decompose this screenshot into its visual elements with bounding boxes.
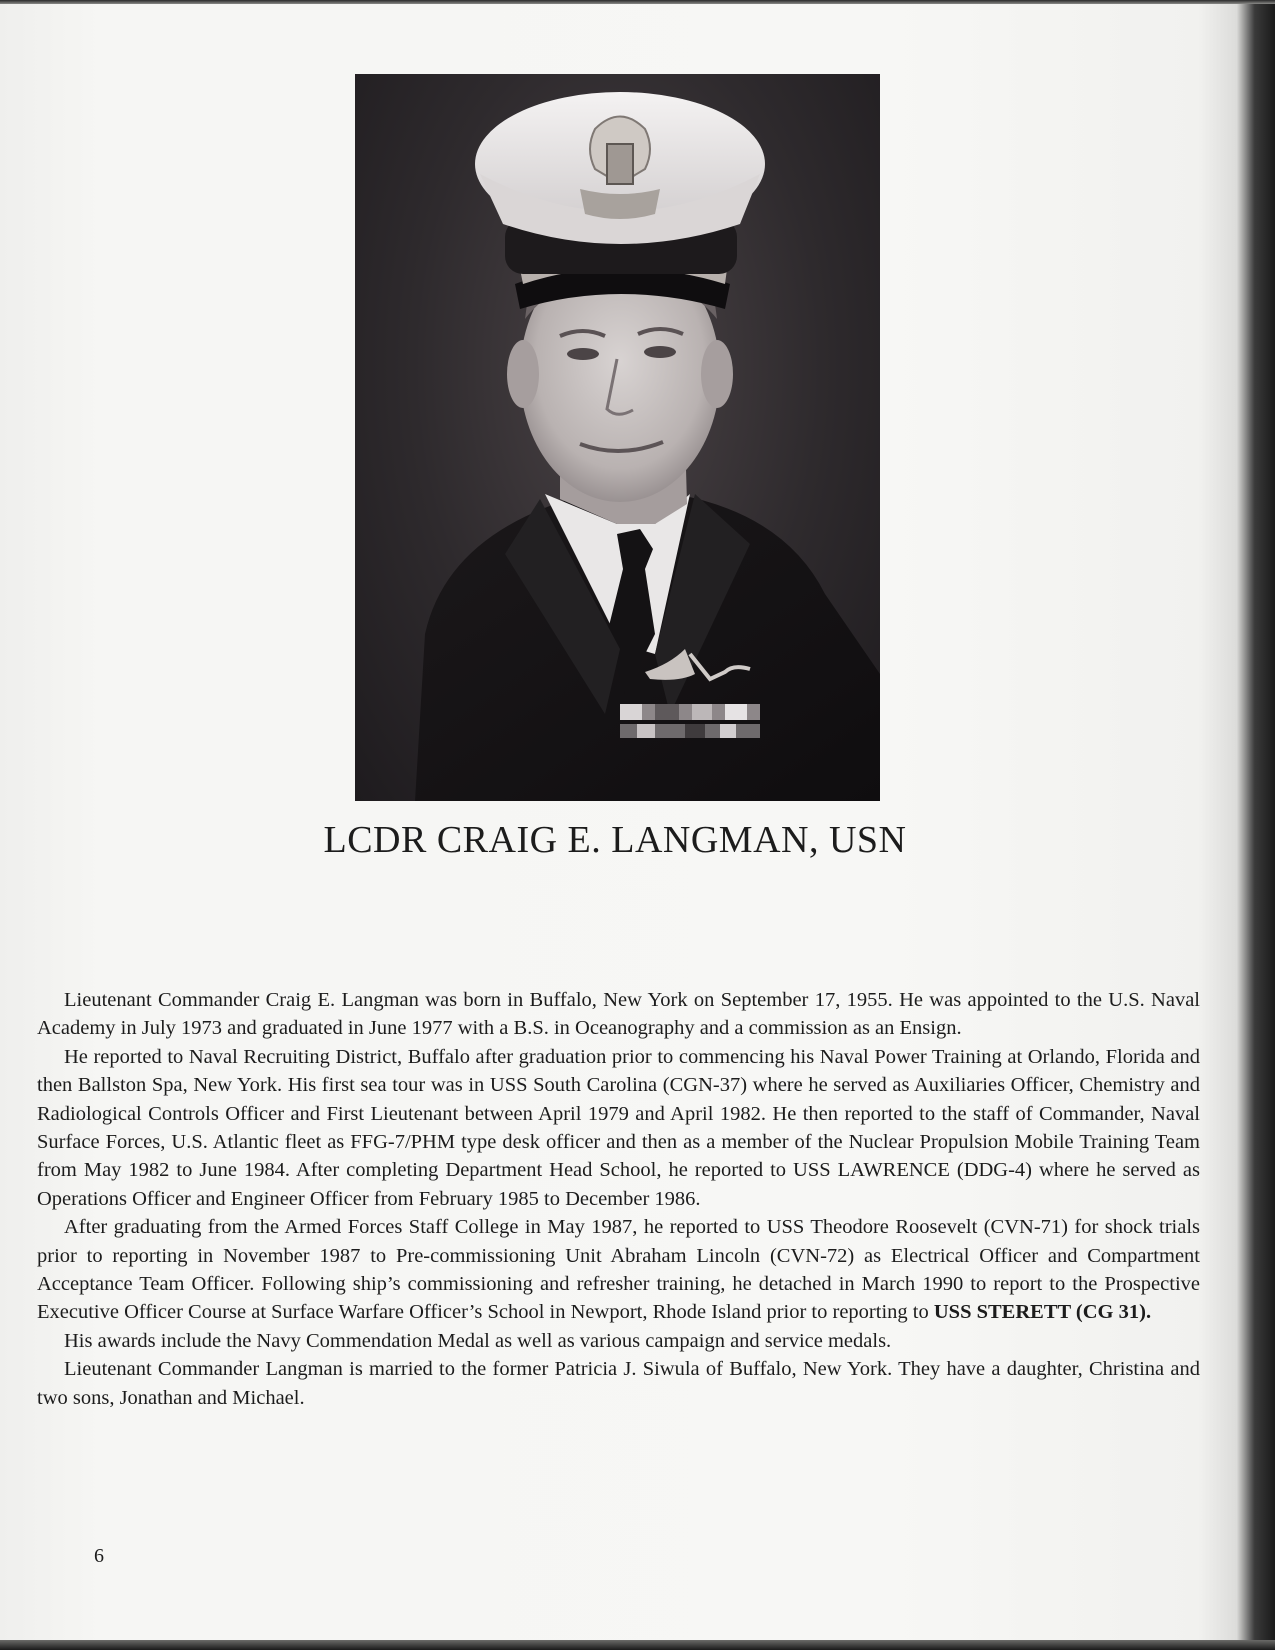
biography [37, 986, 1200, 1412]
officer-name-heading: LCDR CRAIG E. LANGMAN, USN [323, 819, 907, 861]
officer-portrait [355, 74, 880, 801]
bio-later-career-text: After graduating from the Armed Forces Staff College in May 1987, he reported to USS Theodore Roosevelt (CVN-71) for shock trials prior to reporting in November 1987 to Pre-commissioning Unit Abraham Lincoln (CVN-72) as Electrical Officer and Compartment Acceptance Team Officer. Following ship’s commissioning and refresher training, he detached in March 1990 to report to the Prospective Executive Officer Course at Surface Warfare Officer’s School in Newport, Rhode Island prior to reporting to [37, 1216, 1200, 1324]
bio-paragraph-early-career: He reported to Naval Recruiting District, Buffalo after graduation prior to commencing his Naval Power Training at Orlando, Florida and then Ballston Spa, New York. His first sea tour was in USS South Carolina (CGN-37) where he served as Auxiliaries Officer, Chemistry and Radiological Controls Officer and First Lieutenant between April 1979 and April 1982. He then reported to the staff of Commander, Naval Surface Forces, U.S. Atlantic fleet as FFG-7/PHM type desk officer and then as a member of the Nuclear Propulsion Mobile Training Team from May 1982 to June 1984. After completing Department Head School, he reported to USS LAWRENCE (DDG-4) where he served as Operations Officer and Engineer Officer from February 1985 to December 1986. [37, 1045, 1200, 1210]
bio-paragraph-later-career [37, 1213, 1200, 1327]
page-top-edge [0, 0, 1275, 4]
page-bottom-edge [0, 1640, 1275, 1650]
bio-paragraph-birth: Lieutenant Commander Craig E. Langman was born in Buffalo, New York on September 17, 1955. He was appointed to the U.S. Naval Academy in July 1973 and graduated in June 1977 with a B.S. in Oceanography and a commission as an Ensign. [37, 989, 1200, 1040]
ship-name: USS STERETT (CG 31). [933, 1301, 1152, 1324]
page-number: 6 [94, 1545, 104, 1567]
bio-paragraph-family: Lieutenant Commander Langman is married to the former Patricia J. Siwula of Buffalo, New York. They have a daughter, Christina and two sons, Jonathan and Michael. [37, 1358, 1200, 1409]
portrait-illustration [355, 74, 880, 801]
right-eye [644, 346, 676, 358]
bio-paragraph-awards: His awards include the Navy Commendation Medal as well as various campaign and service medals. [64, 1329, 892, 1352]
left-eye [567, 348, 599, 360]
